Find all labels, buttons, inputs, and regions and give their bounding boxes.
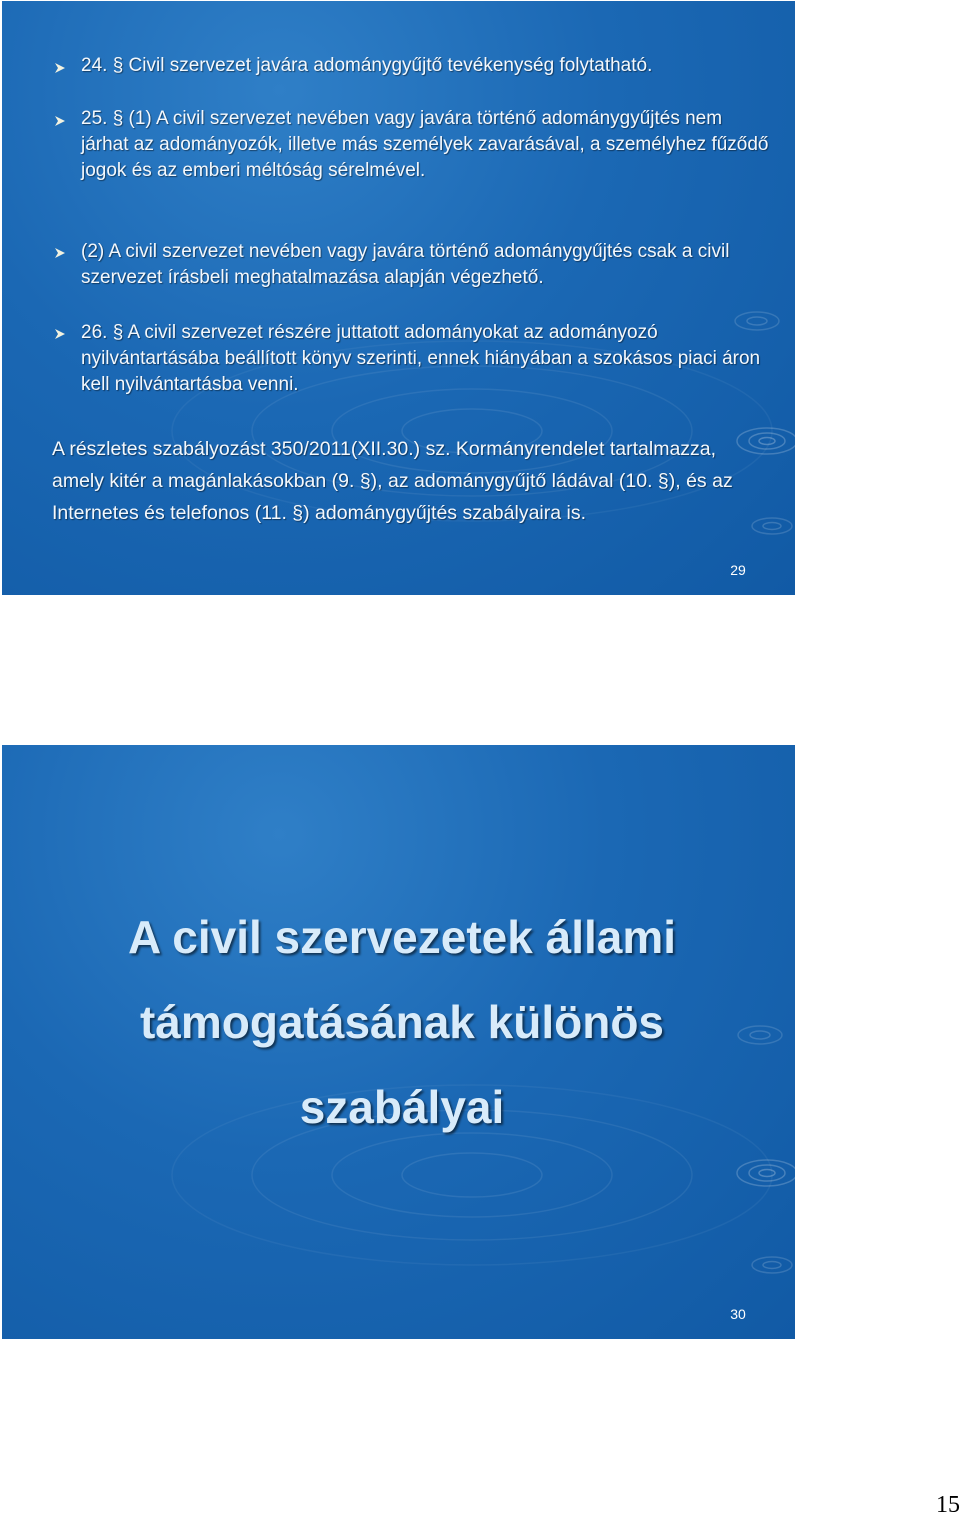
arrowhead-bullet-icon xyxy=(54,62,66,74)
slide-title-line: támogatásának különös xyxy=(139,996,665,1048)
bullet-item-24: 24. § Civil szervezet javára adománygyűjtő tevékenység folytatható. xyxy=(81,55,653,76)
regulation-paragraph: A részletes szabályozást 350/2011(XII.30.) sz. Kormányrendelet tartalmazza, amely kitér a magánlakásokban (9. §), az adománygyűjtő ládával (10. §), és az Internetes és telefonos (11. §) adománygyűjtés szabályaira is. xyxy=(52,438,733,524)
slide-number: 30 xyxy=(730,1306,746,1322)
page-number: 15 xyxy=(936,1492,960,1518)
slide-title-line: szabályai xyxy=(299,1081,505,1133)
slide-title-line: A civil szervezetek állami xyxy=(127,911,677,963)
arrowhead-bullet-icon xyxy=(54,328,66,340)
arrowhead-bullet-icon xyxy=(54,247,66,259)
slide-title xyxy=(22,895,782,1150)
bullet-item-25-1: 25. § (1) A civil szervezet nevében vagy javára történő adománygyűjtés nem járhat az adományozók, illetve más személyek zavarásával, a személyhez fűződő jogok és az emberi méltóság sérelmével. xyxy=(81,108,769,181)
slide-29 xyxy=(2,1,795,595)
bullet-item-26: 26. § A civil szervezet részére juttatott adományokat az adományozó nyilvántartásába beállított könyv szerinti, ennek hiányában a szokásos piaci áron kell nyilvántartásba venni. xyxy=(81,322,761,395)
bullet-item-25-2: (2) A civil szervezet nevében vagy javára történő adománygyűjtés csak a civil szervezet írásbeli meghatalmazása alapján végezhető. xyxy=(81,241,730,288)
slide-number: 29 xyxy=(730,562,746,578)
arrowhead-bullet-icon xyxy=(54,115,66,127)
slide-30 xyxy=(2,745,795,1339)
